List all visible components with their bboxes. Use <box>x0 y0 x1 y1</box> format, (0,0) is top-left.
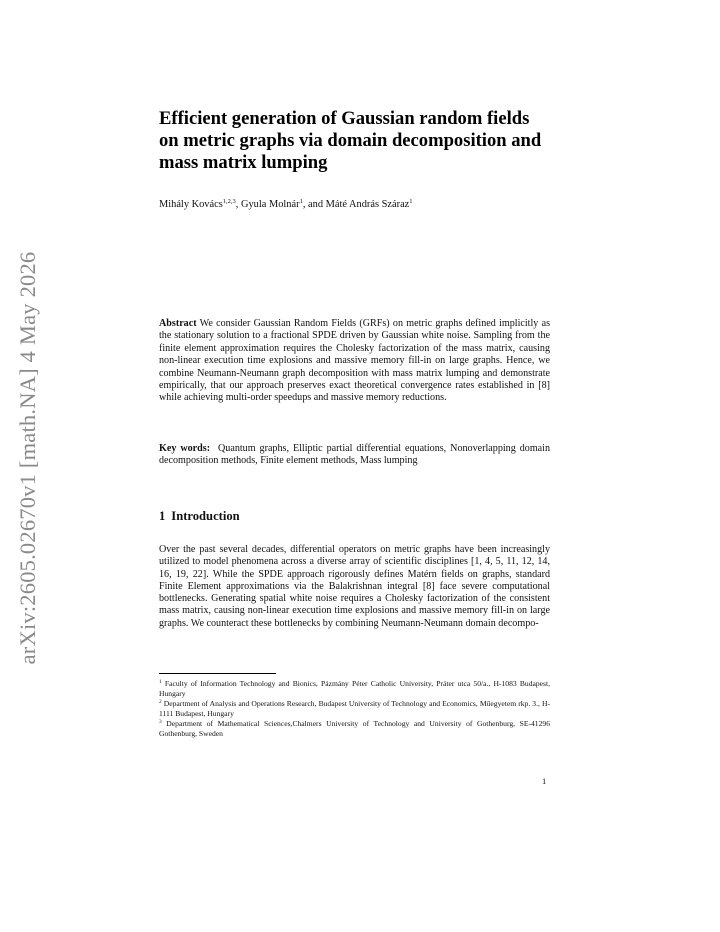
footnote-text: Faculty of Information Technology and Bionics, Pázmány Péter Catholic University, Práter utca 50/a., H-1083 Budapest, Hungary <box>159 679 551 698</box>
intro-paragraph: Over the past several decades, differential operators on metric graphs have been increasingly utilized to model phenomena across a diverse array of scientific disciplines [1, 4, 5, 11, 12, 14, 16, 19, 22]. While the SPDE approach rigorously defines Matérn fields on graphs, standard Finite Element approximations via the Balakrishnan integral [8] face severe computational bottlenecks. Generating spatial white noise requires a Cholesky factorization of the consistent mass matrix, causing non-linear execution time explosions and massive memory fill-in on large graphs. We counteract these bottlenecks by combining Neumann-Neumann domain decompo- <box>159 544 550 629</box>
author-name: Gyula Molnár <box>240 199 300 210</box>
section-heading <box>159 508 550 524</box>
footnote <box>159 679 550 699</box>
keywords-label: Key words: <box>159 443 211 454</box>
author-affiliation: 1 <box>409 198 413 205</box>
arxiv-identifier-stamp <box>8 248 48 668</box>
section-title: Introduction <box>171 509 240 523</box>
footnote-mark: 3 <box>159 719 162 726</box>
author-separator: , and <box>302 199 326 210</box>
author-line <box>159 198 550 212</box>
footnote-mark: 1 <box>159 679 162 685</box>
footnote-mark: 2 <box>159 699 162 706</box>
keywords-text: Quantum graphs, Elliptic partial differential equations, Nonoverlapping domain decomposition methods, Finite element methods, Mass lumping <box>159 443 551 467</box>
footnote <box>159 719 550 739</box>
footnotes <box>159 679 550 739</box>
abstract-text: We consider Gaussian Random Fields (GRFs) on metric graphs defined implicitly as the stationary solution to a fractional SPDE driven by Gaussian white noise. Sampling from the finite element approximation requires the Cholesky factorization of the mass matrix, causing non-linear execution time explosions and massive memory fill-in on large graphs. Hence, we combine Neumann-Neumann graph decomposition with mass matrix lumping and demonstrate empirically, that our approach preserves exact theoretical convergence rates established in [8] while achieving multi-order speedups and massive memory reductions. <box>159 318 550 404</box>
author-name: Máté András Száraz <box>325 199 410 210</box>
author-separator: , <box>235 199 241 210</box>
paper-title: Efficient generation of Gaussian random fields on metric graphs via domain decomposition and mass matrix lumping <box>159 108 542 173</box>
author-affiliation: 1 <box>299 198 303 205</box>
footnote-text: Department of Analysis and Operations Research, Budapest University of Technology and Economics, Műegyetem rkp. 3., H-1111 Budapest, Hungary <box>159 699 550 718</box>
footnote <box>159 699 550 719</box>
keywords <box>159 443 550 468</box>
author-name: Mihály Kovács <box>159 199 223 210</box>
page-number: 1 <box>542 776 547 786</box>
section-number: 1 <box>159 509 166 523</box>
abstract-label: Abstract <box>159 318 197 329</box>
footnote-text: Department of Mathematical Sciences,Chalmers University of Technology and University of Gothenburg, SE-41296 Gothenburg, Sweden <box>159 719 550 738</box>
abstract <box>159 318 550 405</box>
arxiv-stamp-text: arXiv:2605.02670v1 [math.NA] 4 May 2026 <box>15 251 40 665</box>
footnote-divider <box>159 673 276 674</box>
author-affiliation: 1,2,3 <box>222 198 236 205</box>
